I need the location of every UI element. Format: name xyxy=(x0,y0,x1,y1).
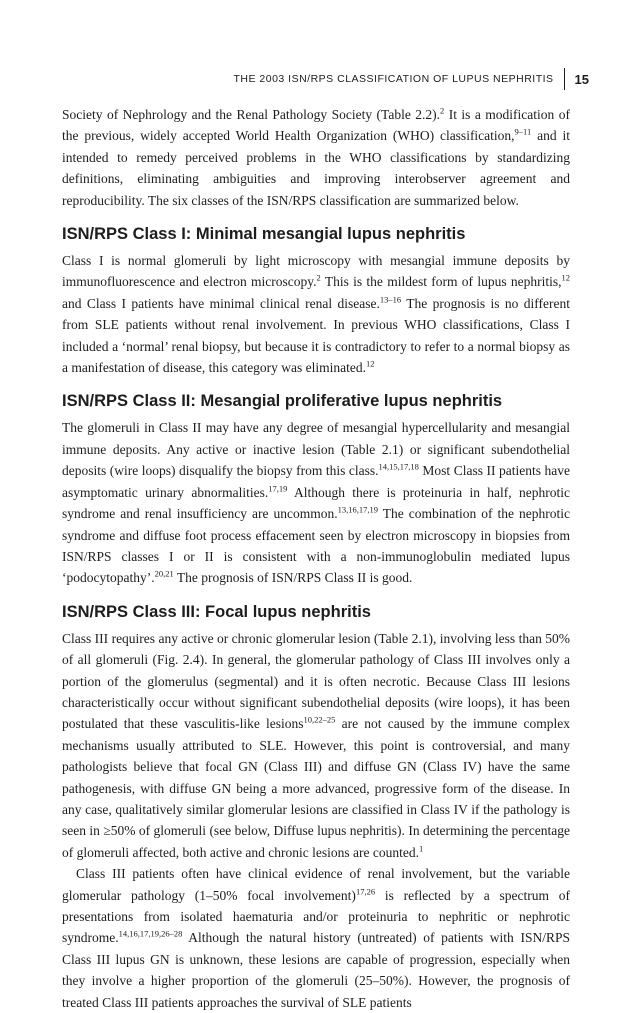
text-run: Although there is proteinuria in half, nephrotic syndrome and renal insufficiency are uncommon. xyxy=(62,484,570,522)
section-heading-class-2: ISN/RPS Class II: Mesangial proliferative lupus nephritis xyxy=(62,392,503,411)
intro-paragraph xyxy=(62,104,570,211)
class-1-paragraph xyxy=(62,250,570,378)
text-run: is reflected by a spectrum of presentations from isolated haematuria and/or proteinuria to nephritic or nephrotic syndrome. xyxy=(62,887,570,946)
text-run: Class I is normal glomeruli by light microscopy with mesangial immune deposits by immunofluorescence and electron microscopy. xyxy=(62,253,570,290)
reference-marker: 14,16,17,19,26–28 xyxy=(118,928,183,939)
text-run: Although the natural history (untreated) of patients with ISN/RPS Class III lupus GN is unknown, these lesions are capable of progression, especially when they involve a higher proportion of the glomeruli (25–50%). However, the prognosis of treated Class III patients approaches the survival of SLE patients xyxy=(62,930,570,1010)
section-heading-class-3: ISN/RPS Class III: Focal lupus nephritis xyxy=(62,602,371,621)
text-run: The glomeruli in Class II may have any degree of mesangial hypercellularity and mesangial immune deposits. Any active or inactive lesion (Table 2.1) or significant subendothelial deposits (wire loops) disqualify the biopsy from this class. xyxy=(62,420,570,479)
text-run: are not caused by the immune complex mechanisms usually attributed to SLE. However, this point is controversial, and many pathologists believe that focal GN (Class III) and diffuse GN (Class IV) have the same pathogenesis, with diffuse GN being a more advanced, progressive form of the disease. In any case, qualitatively similar glomerular lesions are classified in Class IV if the pathology is seen in ≥50% of glomeruli (see below, Diffuse lupus nephritis). In determining the percentage of glomeruli affected, both active and chronic lesions are counted. xyxy=(62,716,570,860)
text-run: The prognosis of ISN/RPS Class II is good. xyxy=(173,570,413,586)
reference-marker: 20,21 xyxy=(154,568,174,579)
reference-marker: 17,19 xyxy=(268,483,288,494)
body-text xyxy=(62,104,570,1013)
reference-marker: 13,16,17,19 xyxy=(337,504,378,515)
text-run: Society of Nephrology and the Renal Pathology Society (Table 2.2). xyxy=(62,107,441,122)
text-run: Class III requires any active or chronic glomerular lesion (Table 2.1), involving less than 50% of all glomeruli (Fig. 2.4). In general, the glomerular pathology of Class III involves only a portion of the glomerulus (segmental) and it is often necrotic. Because Class III lesions characteristically occur without significant subendothelial deposits (wire loops), it has been postulated that these vasculitis-like lesions xyxy=(62,630,570,732)
class-3-paragraph-2 xyxy=(62,863,570,1013)
text-run: Most Class II patients have asymptomatic urinary abnormalities. xyxy=(62,463,570,500)
reference-marker: 12 xyxy=(366,358,375,369)
reference-marker: 9–11 xyxy=(514,126,532,137)
reference-marker: 14,15,17,18 xyxy=(378,461,419,472)
reference-marker: 17,26 xyxy=(355,886,376,897)
running-head-title: THE 2003 ISN/RPS CLASSIFICATION OF LUPUS NEPHRITIS xyxy=(233,73,554,85)
running-head xyxy=(233,68,589,90)
reference-marker: 2 xyxy=(440,105,445,116)
page-number: 15 xyxy=(574,71,589,87)
reference-marker: 12 xyxy=(561,272,571,283)
text-run: This is the mildest form of lupus nephritis, xyxy=(320,274,562,290)
class-3-paragraph-1 xyxy=(62,628,570,863)
reference-marker: 1 xyxy=(419,843,424,854)
class-2-paragraph xyxy=(62,417,570,588)
text-run: It is a modification of the previous, widely accepted World Health Organization (WHO) classification, xyxy=(62,107,570,144)
running-head-divider xyxy=(564,68,565,90)
reference-marker: 13–16 xyxy=(379,294,402,305)
text-run: The combination of the nephrotic syndrome and diffuse foot process effacement seen by electron microscopy in biopsies from ISN/RPS classes I or II is consistent with a non-immunoglobulin mediated lupus ‘podocytopathy’. xyxy=(62,506,570,586)
section-heading-class-1: ISN/RPS Class I: Minimal mesangial lupus nephritis xyxy=(62,225,466,244)
text-run: The prognosis is no different from SLE patients without renal involvement. In previous WHO classifications, Class I included a ‘normal’ renal biopsy, but because it is contradictory to refer to a normal biopsy as a manifestation of disease, this category was eliminated. xyxy=(62,295,571,376)
text-run: and it intended to remedy perceived problems in the WHO classifications by standardizing definitions, eliminating ambiguities and improving interobserver agreement and reproducibility. The six classes of the ISN/RPS classification are summarized below. xyxy=(62,128,570,208)
reference-marker: 10,22–25 xyxy=(303,714,336,725)
text-run: Class III patients often have clinical evidence of renal involvement, but the variable glomerular pathology (1–50% focal involvement) xyxy=(62,866,570,903)
reference-marker: 2 xyxy=(316,272,321,283)
text-run: and Class I patients have minimal clinical renal disease. xyxy=(62,295,380,311)
